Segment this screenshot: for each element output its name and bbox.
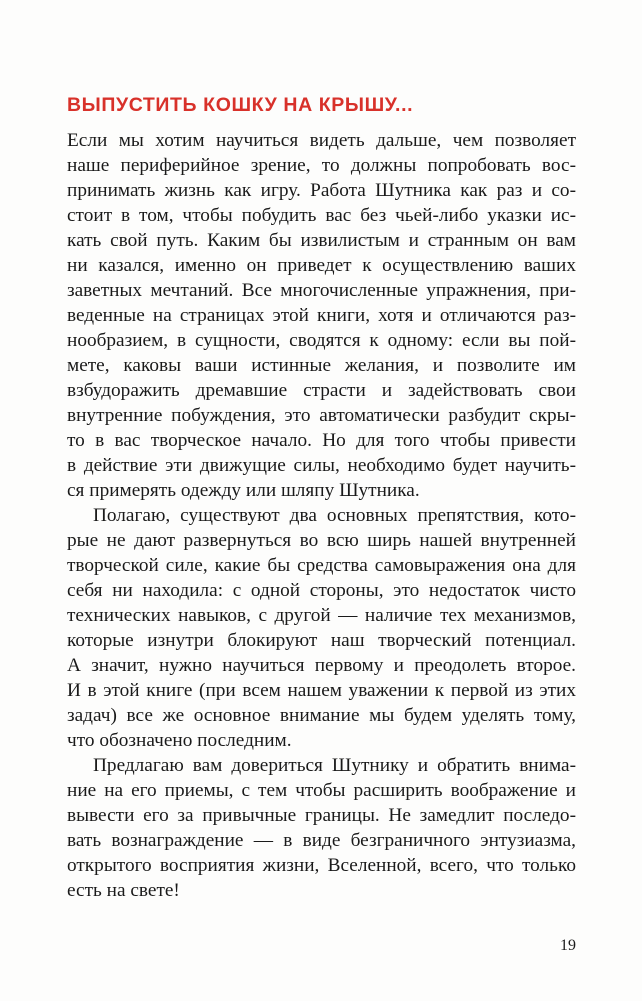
text-line: ние на его приемы, с тем чтобы расширить воображение и <box>67 780 576 801</box>
text-line: технических навыков, с другой — наличие тех механизмов, <box>67 605 576 626</box>
text-line: заветных мечтаний. Все многочисленные упражнения, при- <box>67 280 576 301</box>
text-line: в действие эти движущие силы, необходимо будет научить- <box>67 455 576 476</box>
text-line: которые изнутри блокируют наш творческий потенциал. <box>67 630 576 651</box>
text-line: открытого восприятия жизни, Вселенной, всего, что только <box>67 855 576 876</box>
text-line: стоит в том, чтобы побудить вас без чьей-либо указки ис- <box>67 205 576 226</box>
chapter-heading: ВЫПУСТИТЬ КОШКУ НА КРЫШУ... <box>67 94 414 116</box>
paragraph <box>67 753 576 903</box>
text-line: мете, каковы ваши истинные желания, и позволите им <box>67 355 576 376</box>
text-line: что обозначено последним. <box>67 730 292 751</box>
text-line: Если мы хотим научиться видеть дальше, чем позволяет <box>67 130 576 151</box>
text-line: взбудоражить дремавшие страсти и задействовать свои <box>67 380 576 401</box>
text-line: принимать жизнь как игру. Работа Шутника как раз и со- <box>67 180 576 201</box>
text-line: кать свой путь. Каким бы извилистым и странным он вам <box>67 230 576 251</box>
text-line: рые не дают развернуться во всю ширь нашей внутренней <box>67 530 576 551</box>
text-line: ся примерять одежду или шляпу Шутника. <box>67 480 420 501</box>
text-line: А значит, нужно научиться первому и преодолеть второе. <box>67 655 576 676</box>
paragraph <box>67 128 576 503</box>
text-line: наше периферийное зрение, то должны попробовать вос- <box>67 155 576 176</box>
text-line: вать вознаграждение — в виде безграничного энтузиазма, <box>67 830 576 851</box>
text-line: творческой силе, какие бы средства самовыражения она для <box>67 555 576 576</box>
text-line: веденные на страницах этой книги, хотя и отличаются раз- <box>67 305 576 326</box>
text-line: то в вас творческое начало. Но для того чтобы привести <box>67 430 576 451</box>
page-number: 19 <box>560 937 576 954</box>
paragraph <box>67 503 576 753</box>
body-text <box>67 128 576 903</box>
text-line: себя ни находила: с одной стороны, это недостаток чисто <box>67 580 576 601</box>
text-line: задач) все же основное внимание мы будем уделять тому, <box>67 705 576 726</box>
text-line: нообразием, в сущности, сводятся к одному: если вы пой- <box>67 330 576 351</box>
text-line: внутренние побуждения, это автоматически разбудит скры- <box>67 405 576 426</box>
text-line: Полагаю, существуют два основных препятствия, кото- <box>93 505 576 526</box>
text-line: ни казался, именно он приведет к осуществлению ваших <box>67 255 576 276</box>
text-line: Предлагаю вам довериться Шутнику и обратить внима- <box>93 755 576 776</box>
text-line: есть на свете! <box>67 880 180 901</box>
text-line: И в этой книге (при всем нашем уважении к первой из этих <box>67 680 576 701</box>
text-line: вывести его за привычные границы. Не замедлит последо- <box>67 805 576 826</box>
